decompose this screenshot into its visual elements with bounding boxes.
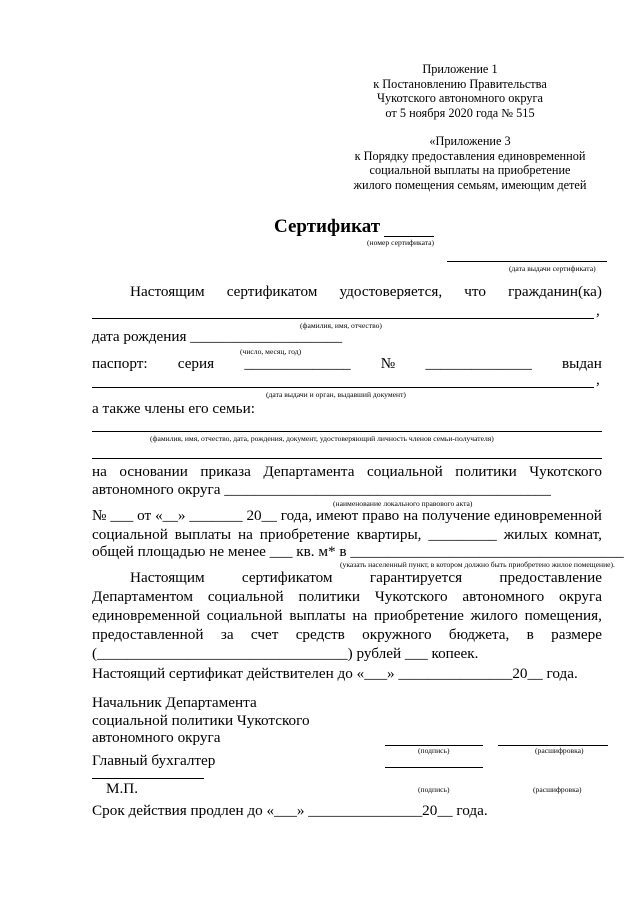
- certificate-number-caption: (номер сертификата): [367, 238, 435, 247]
- passport-word: паспорт:: [92, 355, 148, 372]
- valid-line: Настоящий сертификат действителен до «___» _______________20__ года.: [92, 665, 578, 682]
- payment-word: на: [237, 526, 253, 543]
- passport-word: выдан: [561, 355, 602, 372]
- order-word: _______: [189, 507, 243, 524]
- order-word: 20__: [246, 507, 277, 524]
- order-word: «__»: [155, 507, 186, 524]
- basis-row: [92, 463, 602, 481]
- appendix3-line4: жилого помещения семьям, имеющим детей: [353, 177, 587, 192]
- basis-word: социальной: [366, 463, 443, 480]
- appendix1-line2: к Постановлению Правительства: [373, 76, 547, 91]
- payment-word: социальной: [92, 526, 168, 543]
- guarantee-word: жилого: [470, 607, 518, 624]
- appendix1-line3: Чукотского автономного округа: [377, 91, 543, 106]
- order-word: от: [137, 507, 152, 524]
- certificate-number-line: [384, 236, 434, 237]
- guarantee-word: на: [352, 607, 368, 624]
- family-caption: (фамилия, имя, отчество, дата, рождения, документ, удостоверяющий личность членов семьи-получателя): [150, 434, 494, 443]
- order-word: ___: [110, 507, 134, 524]
- order-row: [92, 507, 602, 525]
- area-line: общей площадью не менее ___ кв. м* в ____________________________________: [92, 543, 624, 560]
- basis-word: Чукотского: [529, 463, 602, 480]
- payment-row: [92, 526, 602, 544]
- guarantee-word: предоставление: [499, 569, 602, 586]
- certify-word: гражданин(ка): [508, 283, 602, 300]
- order-word: получение: [421, 507, 491, 524]
- appendix3-line3: социальной выплаты на приобретение: [369, 163, 571, 178]
- guarantee-word: за: [220, 626, 234, 643]
- legal-act-caption: (наименование локального правового акта): [333, 499, 473, 508]
- certify-row: [130, 283, 602, 301]
- guarantee-row-3: [92, 607, 602, 625]
- passport-issued-line: [92, 387, 594, 388]
- payment-word: квартиры,: [356, 526, 422, 543]
- appendix3-block: [320, 134, 620, 192]
- payment-word: комнат,: [554, 526, 602, 543]
- fio-comma: ,: [596, 302, 600, 319]
- guarantee-word: окружного: [362, 626, 432, 643]
- guarantee-row-4: [92, 626, 602, 644]
- passport-word: ______________: [425, 355, 532, 372]
- certify-word: удостоверяется,: [339, 283, 443, 300]
- guarantee-word: социальной: [206, 607, 283, 624]
- certify-word: что: [464, 283, 486, 300]
- guarantee-word: автономного: [462, 588, 545, 605]
- payment-word: жилых: [503, 526, 548, 543]
- basis-word: основании: [119, 463, 188, 480]
- head-title-line-2: социальной политики Чукотского: [92, 712, 310, 729]
- order-word: право: [362, 507, 400, 524]
- payment-word: приобретение: [259, 526, 350, 543]
- accountant-decoding-caption: (расшифровка): [533, 785, 582, 794]
- guarantee-word: сертификатом: [241, 569, 333, 586]
- guarantee-word: выплаты: [289, 607, 346, 624]
- order-word: единовременной: [493, 507, 602, 524]
- guarantee-word: размере: [551, 626, 602, 643]
- dob-label: дата рождения ____________________: [92, 328, 343, 345]
- guarantee-row-1: [130, 569, 602, 587]
- guarantee-row-2: [92, 588, 602, 606]
- basis-word: Департамента: [263, 463, 355, 480]
- guarantee-word: приобретение: [374, 607, 464, 624]
- guarantee-word: предоставленной: [92, 626, 204, 643]
- passport-word: №: [380, 355, 396, 372]
- guarantee-word: средств: [295, 626, 345, 643]
- extended-line: Срок действия продлен до «___» _______________20__ года.: [92, 802, 488, 819]
- guarantee-word: Настоящим: [130, 569, 205, 586]
- passport-row: [92, 355, 602, 373]
- appendix3-line1: «Приложение 3: [429, 134, 511, 148]
- certificate-title: Сертификат: [274, 216, 381, 237]
- basis-word: приказа: [200, 463, 251, 480]
- passport-comma: ,: [596, 371, 600, 388]
- guarantee-word: Департаментом: [92, 588, 193, 605]
- order-word: на: [403, 507, 419, 524]
- guarantee-word: бюджета,: [448, 626, 510, 643]
- guarantee-word: Чукотского: [374, 588, 448, 605]
- head-signature-caption: (подпись): [418, 746, 450, 755]
- stamp-line: [92, 778, 204, 779]
- head-decoding-caption: (расшифровка): [535, 746, 584, 755]
- appendix1-line4: от 5 ноября 2020 года № 515: [385, 105, 535, 120]
- head-title-line-3: автономного округа: [92, 729, 221, 746]
- basis-word: политики: [455, 463, 517, 480]
- family-line-1: [92, 431, 602, 432]
- appendix1-line1: Приложение 1: [422, 62, 498, 76]
- family-line-2: [92, 458, 602, 459]
- family-label: а также члены его семьи:: [92, 400, 255, 417]
- settlement-caption: (указать населенный пункт, в котором должно быть приобретено жилое помещение).: [340, 560, 615, 569]
- certify-word: Настоящим: [130, 283, 205, 300]
- payment-word: выплаты: [174, 526, 232, 543]
- guarantee-word: помещения,: [524, 607, 602, 624]
- basis-word: на: [92, 463, 107, 480]
- basis-line-2: автономного округа ___________________________________________: [92, 481, 551, 498]
- certify-word: сертификатом: [226, 283, 318, 300]
- order-word: года,: [280, 507, 313, 524]
- guarantee-word: в: [526, 626, 534, 643]
- passport-word: ______________: [244, 355, 351, 372]
- accountant-label: Главный бухгалтер: [92, 752, 216, 769]
- passport-word: серия: [177, 355, 215, 372]
- dob-caption: (число, месяц, год): [240, 347, 302, 356]
- appendix3-line2: к Порядку предоставления единовременной: [354, 148, 586, 163]
- payment-word: _________: [428, 526, 497, 543]
- guarantee-word: социальной: [207, 588, 284, 605]
- stamp-label: М.П.: [106, 780, 139, 797]
- head-title-line-1: Начальник Департамента: [92, 694, 257, 711]
- fio-caption: (фамилия, имя, отчество): [300, 321, 382, 330]
- fio-line: [92, 318, 594, 319]
- accountant-signature-line: [385, 767, 483, 768]
- issue-date-line: [447, 261, 607, 262]
- passport-issued-caption: (дата выдачи и орган, выдавший документ): [266, 390, 406, 399]
- guarantee-word: единовременной: [92, 607, 200, 624]
- guarantee-word: округа: [559, 588, 602, 605]
- accountant-signature-caption: (подпись): [418, 785, 450, 794]
- order-word: №: [92, 507, 107, 524]
- guarantee-word: счет: [250, 626, 279, 643]
- appendix1-block: [330, 62, 590, 120]
- order-word: имеют: [315, 507, 359, 524]
- amount-line: (_________________________________) рублей ___ копеек.: [92, 645, 479, 662]
- issue-date-caption: (дата выдачи сертификата): [509, 264, 596, 273]
- guarantee-word: гарантируется: [369, 569, 463, 586]
- guarantee-word: политики: [298, 588, 360, 605]
